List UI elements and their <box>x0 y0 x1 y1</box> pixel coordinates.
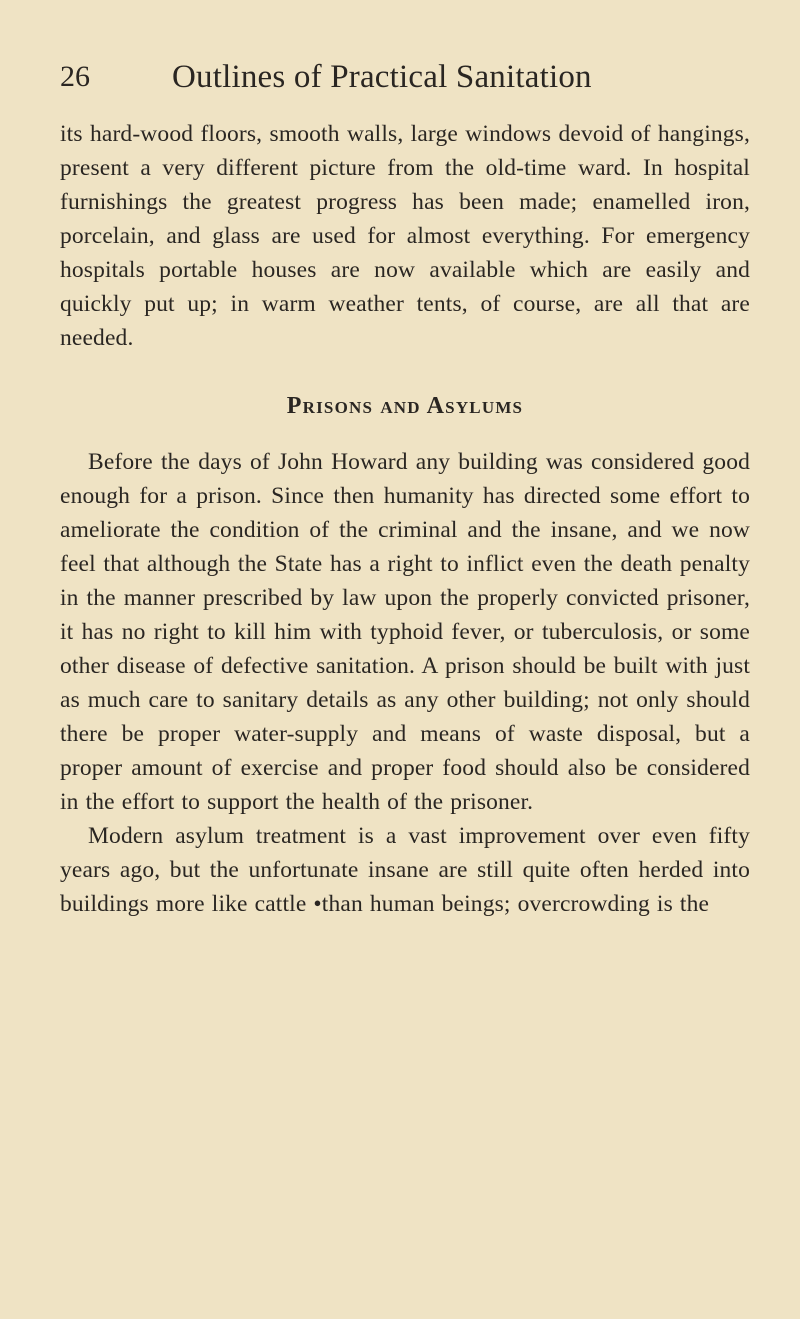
page-body <box>60 117 750 921</box>
paragraph-asylums: Modern asylum treatment is a vast improvement over even fifty years ago, but the unfortunate insane are still quite often herded into buildings more like cattle •than human beings; overcrowding is the <box>60 823 750 917</box>
paragraph-prisons: Before the days of John Howard any building was considered good enough for a prison. Since then humanity has directed some effort to ameliorate the condition of the criminal and the insane, and we now feel that although the State has a right to inflict even the death penalty in the manner prescribed by law upon the properly convicted prisoner, it has no right to kill him with typhoid fever, or tuberculosis, or some other disease of defective sanitation. A prison should be built with just as much care to sanitary details as any other building; not only should there be proper water-supply and means of waste disposal, but a proper amount of exercise and proper food should also be considered in the effort to support the health of the prisoner. <box>60 449 750 815</box>
running-head <box>60 58 750 98</box>
running-title: Outlines of Practical Sanitation <box>172 59 592 95</box>
paragraph-hospital-continuation: its hard-wood floors, smooth walls, large windows devoid of hangings, present a very different picture from the old-time ward. In hospital furnishings the greatest progress has been made; enamelled iron, porcelain, and glass are used for almost everything. For emergency hospitals portable houses are now available which are easily and quickly put up; in warm weather tents, of course, are all that are needed. <box>60 121 750 351</box>
page-number: 26 <box>60 60 90 93</box>
section-heading: Prisons and Asylums <box>286 393 524 419</box>
